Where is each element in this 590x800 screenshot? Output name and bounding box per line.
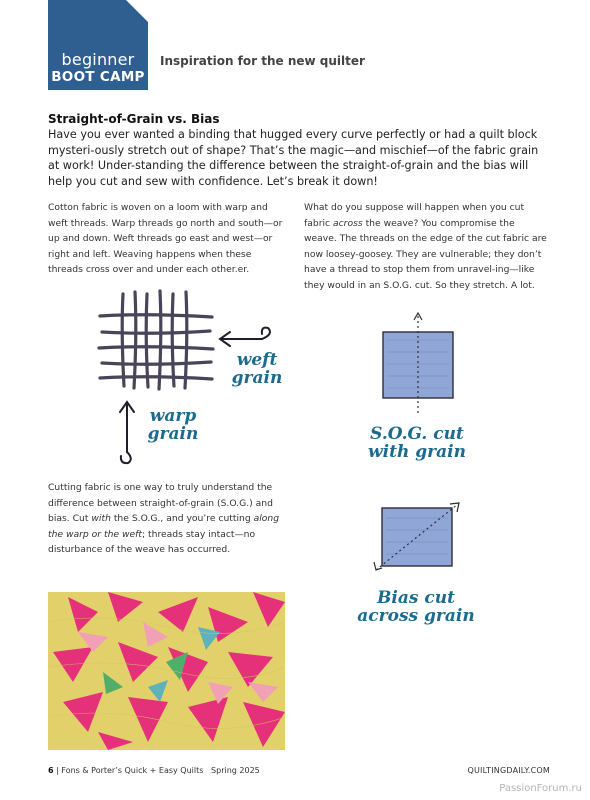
issue-date: Spring 2025 [211, 766, 260, 775]
para2-emphasis: across [333, 217, 363, 229]
quilt-photo [48, 592, 285, 750]
para3-text-a: Cutting fabric is one way to truly understand the difference between straight-of-grain (S.O.G.) and bias. Cut [48, 482, 273, 524]
weft-arrow-icon [220, 328, 270, 346]
weft-label-line2: grain [231, 367, 283, 388]
badge-boot-camp-text: BOOT CAMP [51, 69, 145, 85]
paragraph-weaving: Cotton fabric is woven on a loom with warp and weft threads. Warp threads go north and south—or up and down. Weft threads go east and west—or right and left. Weaving happens when these threads cross over and under each other.er. [48, 202, 283, 275]
article-heading: Straight-of-Grain vs. Bias [48, 112, 220, 126]
bias-cut-label [356, 590, 476, 626]
watermark: PassionForum.ru [499, 783, 582, 794]
page-footer [48, 766, 260, 775]
publication-name: Fons & Porter’s Quick + Easy Quilts [61, 766, 204, 775]
sog-label-line2: with grain [368, 441, 466, 462]
page-number: 6 [48, 766, 54, 775]
article-intro: Have you ever wanted a binding that hugged every curve perfectly or had a quilt block mysteri-ously stretch out of shape? That’s the magic—and mischief—of the fabric grain at work! Under-standing the difference between the straight-of-grain and the bias will help you cut and sew with confidence. Let’s break it down! [48, 128, 539, 188]
para3-emphasis-warp-weft: along the warp or the weft [48, 513, 280, 540]
boot-camp-badge [48, 0, 148, 90]
sog-cut-swatch [375, 308, 465, 420]
warp-label-line2: grain [147, 423, 199, 444]
website-link[interactable]: QUILTINGDAILY.COM [467, 766, 550, 775]
bias-label-line1: Bias cut [377, 588, 455, 608]
warp-label-line1: warp [149, 406, 197, 426]
weft-label-line1: weft [236, 350, 278, 370]
paragraph-cutting-fabric [48, 480, 286, 558]
weft-grain-label [222, 352, 292, 388]
bias-label-line2: across grain [357, 605, 475, 626]
bias-cut-swatch [368, 498, 468, 578]
badge-beginner-text: beginner [61, 50, 135, 69]
warp-grain-label [138, 408, 208, 444]
para2-text-b: the weave? You compromise the weave. The threads on the edge of the cut fabric are now loosey-goosey. They are vulnerable; they don’t have a thread to stop them from unravel-ing—like they would in an S.O.G. cut. So they stretch. A lot. [304, 217, 547, 291]
badge-folded-corner [126, 0, 148, 22]
para3-text-b: the S.O.G., and you’re cutting [110, 513, 254, 524]
sog-label-line1: S.O.G. cut [370, 424, 464, 444]
para2-text-a: What do you suppose will happen when you cut fabric [304, 202, 525, 229]
sog-cut-label [362, 426, 472, 462]
warp-arrow-icon [120, 402, 134, 463]
footer-separator: | [56, 766, 62, 775]
paragraph-cut-across [304, 200, 550, 293]
para3-emphasis-with: with [91, 513, 111, 524]
section-tagline: Inspiration for the new quilter [160, 54, 365, 68]
para3-text-c: ; threads stay intact—no disturbance of the weave has occurred. [48, 528, 256, 555]
